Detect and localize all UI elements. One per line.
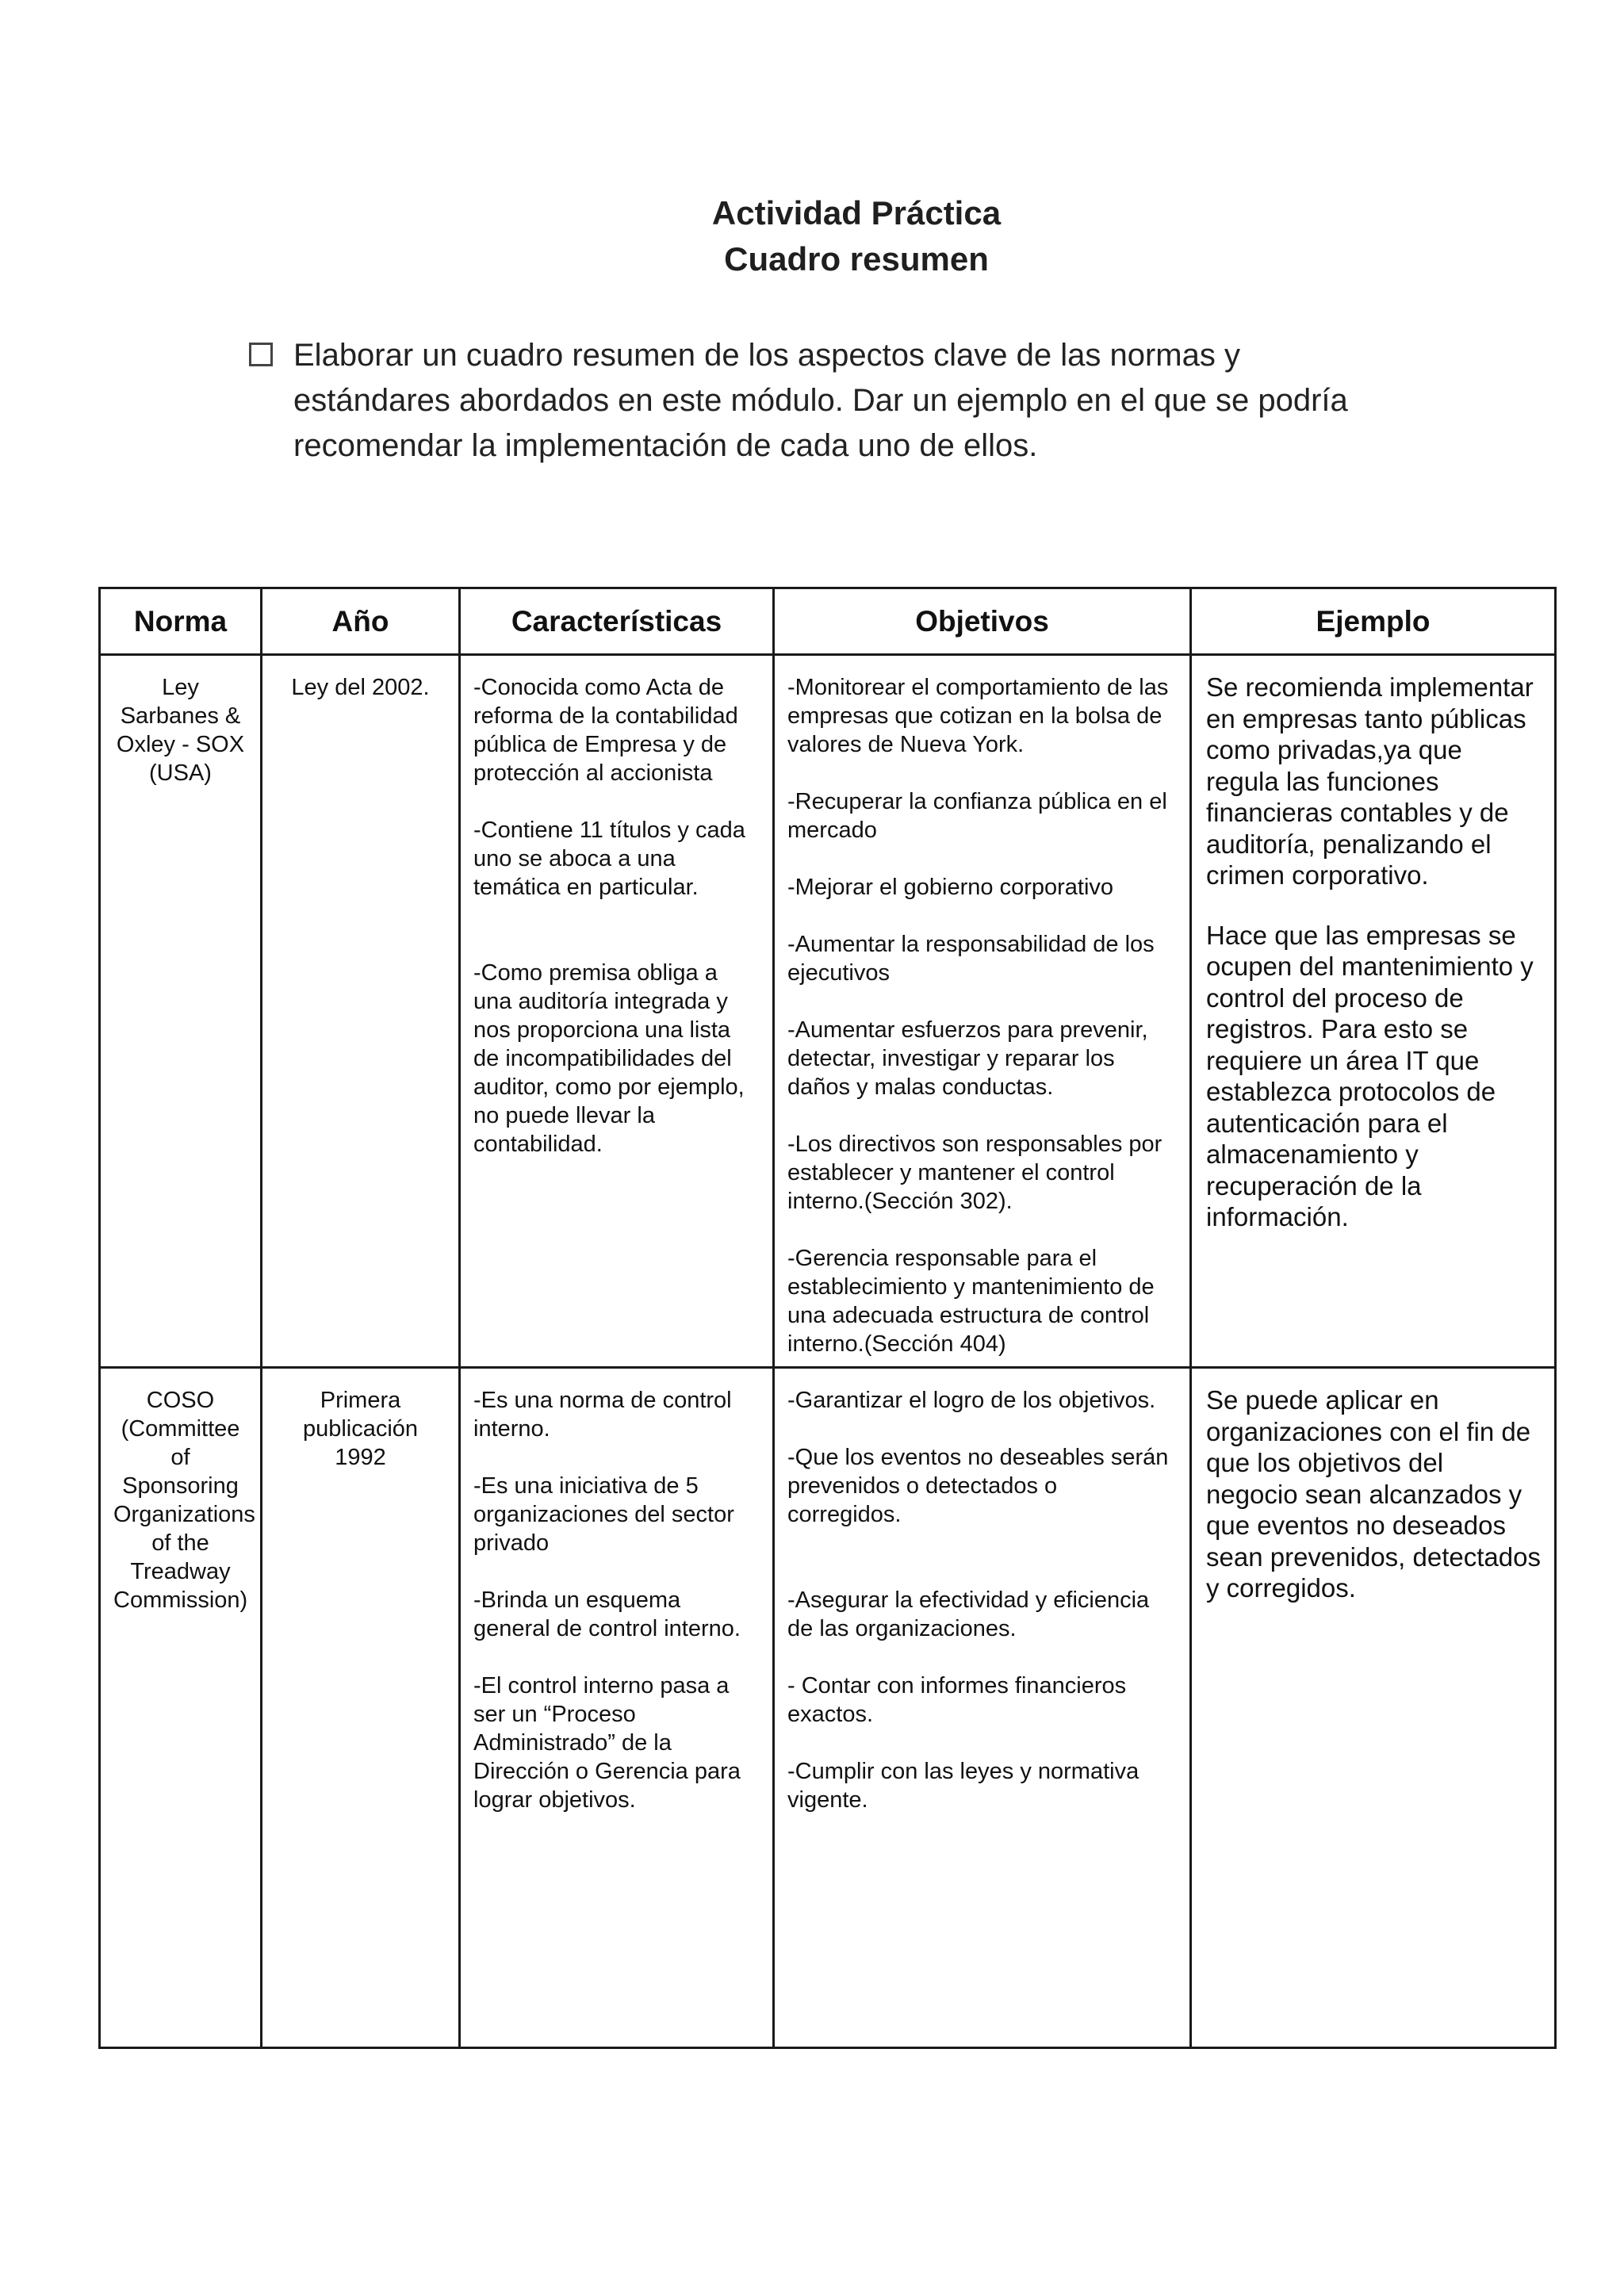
instruction-item xyxy=(249,333,1375,469)
coso-objetivo-1: -Garantizar el logro de los objetivos. xyxy=(787,1388,1156,1413)
header-anio: Año xyxy=(262,588,460,655)
coso-objetivo-3: -Asegurar la efectividad y eficiencia de las organizaciones. xyxy=(787,1587,1150,1641)
cell-objetivos-sox xyxy=(774,655,1191,1368)
table-header-row xyxy=(100,588,1556,655)
summary-table xyxy=(98,587,1557,2049)
cell-anio-coso: Primera publicación 1992 xyxy=(262,1368,460,2048)
sox-objetivo-2: -Recuperar la confianza pública en el mercado xyxy=(787,789,1167,843)
sox-objetivo-1: -Monitorear el comportamiento de las empresas que cotizan en la bolsa de valores de Nueva York. xyxy=(787,675,1169,757)
table-row-coso xyxy=(100,1368,1556,2048)
coso-caracteristica-4: -El control interno pasa a ser un “Proceso Administrado” de la Dirección o Gerencia para lograr objetivos. xyxy=(473,1673,741,1813)
header-norma: Norma xyxy=(100,588,262,655)
table-row-sox xyxy=(100,655,1556,1368)
page-title xyxy=(0,190,1624,282)
coso-caracteristica-3: -Brinda un esquema general de control interno. xyxy=(473,1587,741,1641)
cell-norma-sox: Ley Sarbanes & Oxley - SOX (USA) xyxy=(100,655,262,1368)
cell-norma-coso: COSO (Committee of Sponsoring Organizations of the Treadway Commission) xyxy=(100,1368,262,2048)
sox-objetivo-3: -Mejorar el gobierno corporativo xyxy=(787,875,1114,900)
cell-caracteristicas-sox xyxy=(460,655,774,1368)
checkbox-icon xyxy=(249,343,273,366)
sox-ejemplo-1: Se recomienda implementar en empresas tanto públicas como privadas,ya que regula las funciones financieras contables y de auditoría, penalizando el crimen corporativo. xyxy=(1206,672,1534,890)
title-line-1: Actividad Práctica xyxy=(711,194,1002,232)
sox-caracteristica-1: -Conocida como Acta de reforma de la contabilidad pública de Empresa y de protección al accionista xyxy=(473,675,738,786)
sox-caracteristica-2: -Contiene 11 títulos y cada uno se aboca a una temática en particular. xyxy=(473,818,745,900)
coso-ejemplo-1: Se puede aplicar en organizaciones con el fin de que los objetivos del negocio sean alcanzados y que eventos no deseados sean prevenidos, detectados y corregidos. xyxy=(1206,1385,1541,1603)
coso-objetivo-4: - Contar con informes financieros exactos. xyxy=(787,1673,1127,1727)
sox-ejemplo-2: Hace que las empresas se ocupen del mantenimiento y control del proceso de registros. Para esto se requiere un área IT que establezca protocolos de autenticación para el almacenamiento y recuperación de la información. xyxy=(1206,920,1534,1231)
cell-anio-sox: Ley del 2002. xyxy=(262,655,460,1368)
header-ejemplo: Ejemplo xyxy=(1191,588,1556,655)
title-line-2: Cuadro resumen xyxy=(724,240,989,278)
cell-caracteristicas-coso xyxy=(460,1368,774,2048)
cell-ejemplo-coso xyxy=(1191,1368,1556,2048)
coso-caracteristica-1: -Es una norma de control interno. xyxy=(473,1388,732,1442)
cell-objetivos-coso xyxy=(774,1368,1191,2048)
sox-caracteristica-3: -Como premisa obliga a una auditoría integrada y nos proporciona una lista de incompatibilidades del auditor, como por ejemplo, no puede llevar la contabilidad. xyxy=(473,960,745,1157)
header-objetivos: Objetivos xyxy=(774,588,1191,655)
sox-objetivo-7: -Gerencia responsable para el establecimiento y mantenimiento de una adecuada estructura de control interno.(Sección 404) xyxy=(787,1246,1155,1357)
coso-caracteristica-2: -Es una iniciativa de 5 organizaciones del sector privado xyxy=(473,1473,734,1556)
sox-objetivo-6: -Los directivos son responsables por establecer y mantener el control interno.(Sección 302). xyxy=(787,1132,1162,1214)
sox-objetivo-5: -Aumentar esfuerzos para prevenir, detectar, investigar y reparar los daños y malas conductas. xyxy=(787,1017,1148,1100)
instruction-text: Elaborar un cuadro resumen de los aspectos clave de las normas y estándares abordados en este módulo. Dar un ejemplo en el que se podría recomendar la implementación de cada uno de ellos. xyxy=(293,338,1348,463)
sox-objetivo-4: -Aumentar la responsabilidad de los ejecutivos xyxy=(787,932,1155,986)
header-caracteristicas: Características xyxy=(460,588,774,655)
coso-objetivo-2: -Que los eventos no deseables serán prevenidos o detectados o corregidos. xyxy=(787,1445,1169,1527)
coso-objetivo-5: -Cumplir con las leyes y normativa vigente. xyxy=(787,1759,1139,1813)
cell-ejemplo-sox xyxy=(1191,655,1556,1368)
